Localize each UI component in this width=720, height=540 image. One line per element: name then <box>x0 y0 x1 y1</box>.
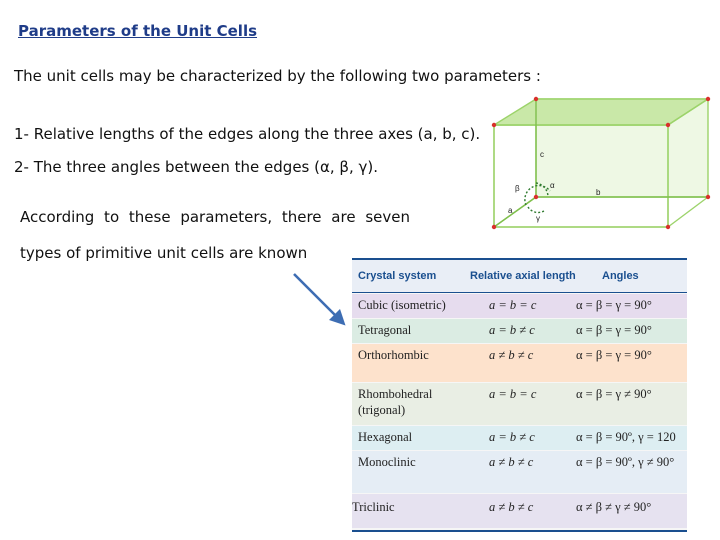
header-crystal-system: Crystal system <box>358 270 437 282</box>
vertex <box>706 195 710 199</box>
table-row <box>352 383 687 425</box>
vertex <box>492 123 496 127</box>
parameter-2-text: 2- The three angles between the edges (α, β, γ). <box>14 158 379 176</box>
row-angles: α = β = γ = 90° <box>576 323 652 337</box>
row-system: Cubic (isometric) <box>358 298 446 312</box>
row-angles: α = β = γ = 90° <box>576 298 652 312</box>
unit-cell-figure <box>488 95 712 235</box>
row-system: Rhombohedral <box>358 387 433 401</box>
row-system: Tetragonal <box>358 323 412 337</box>
row-system: Orthorhombic <box>358 348 429 362</box>
row-axial: a = b = c <box>489 387 537 401</box>
arrow-line <box>294 274 340 320</box>
vertex <box>666 123 670 127</box>
intro-text: The unit cells may be characterized by the following two parameters : <box>14 67 541 85</box>
row-angles: α ≠ β ≠ γ ≠ 90° <box>576 500 652 514</box>
table-row <box>352 344 687 382</box>
crystal-systems-table <box>352 258 687 532</box>
page-title: Parameters of the Unit Cells <box>18 22 258 40</box>
header-relative-axial-length: Relative axial length <box>470 270 576 282</box>
row-axial: a ≠ b ≠ c <box>489 455 534 469</box>
row-angles: α = β = γ ≠ 90° <box>576 387 652 401</box>
table-row <box>352 294 687 318</box>
row-system: Hexagonal <box>358 430 413 444</box>
row-system-subtitle: (trigonal) <box>358 403 406 417</box>
label-b: b <box>596 188 601 197</box>
row-angles: α = β = 90º, γ ≠ 90° <box>576 455 675 469</box>
row-angles: α = β = 90º, γ = 120 <box>576 430 676 444</box>
vertex <box>534 195 538 199</box>
table-header <box>352 260 687 293</box>
table-row <box>352 451 687 493</box>
vertex <box>534 97 538 101</box>
row-angles: α = β = γ = 90° <box>576 348 652 362</box>
row-axial: a = b ≠ c <box>489 323 535 337</box>
axis-a <box>494 197 536 227</box>
pointer-arrow <box>290 270 350 330</box>
table-row <box>352 494 687 528</box>
row-axial: a = b ≠ c <box>489 430 535 444</box>
table-row <box>352 319 687 343</box>
table-row <box>352 426 687 450</box>
row-axial: a ≠ b ≠ c <box>489 348 534 362</box>
according-text-line-1: According to these parameters, there are seven <box>20 208 410 226</box>
vertex <box>666 225 670 229</box>
label-a: a <box>508 206 513 215</box>
row-system: Triclinic <box>352 500 395 514</box>
label-gamma: γ <box>536 214 540 223</box>
row-system: Monoclinic <box>358 455 416 469</box>
label-beta: β <box>515 184 520 193</box>
row-axial: a ≠ b ≠ c <box>489 500 534 514</box>
parameter-1-text: 1- Relative lengths of the edges along the three axes (a, b, c). <box>14 125 481 143</box>
unit-cell-diagram <box>488 95 712 235</box>
label-c: c <box>540 150 544 159</box>
vertex <box>706 97 710 101</box>
row-axial: a = b = c <box>489 298 537 312</box>
label-alpha: α <box>550 181 555 190</box>
vertex <box>492 225 496 229</box>
according-text-line-2: types of primitive unit cells are known <box>20 244 308 262</box>
header-angles: Angles <box>602 270 639 282</box>
